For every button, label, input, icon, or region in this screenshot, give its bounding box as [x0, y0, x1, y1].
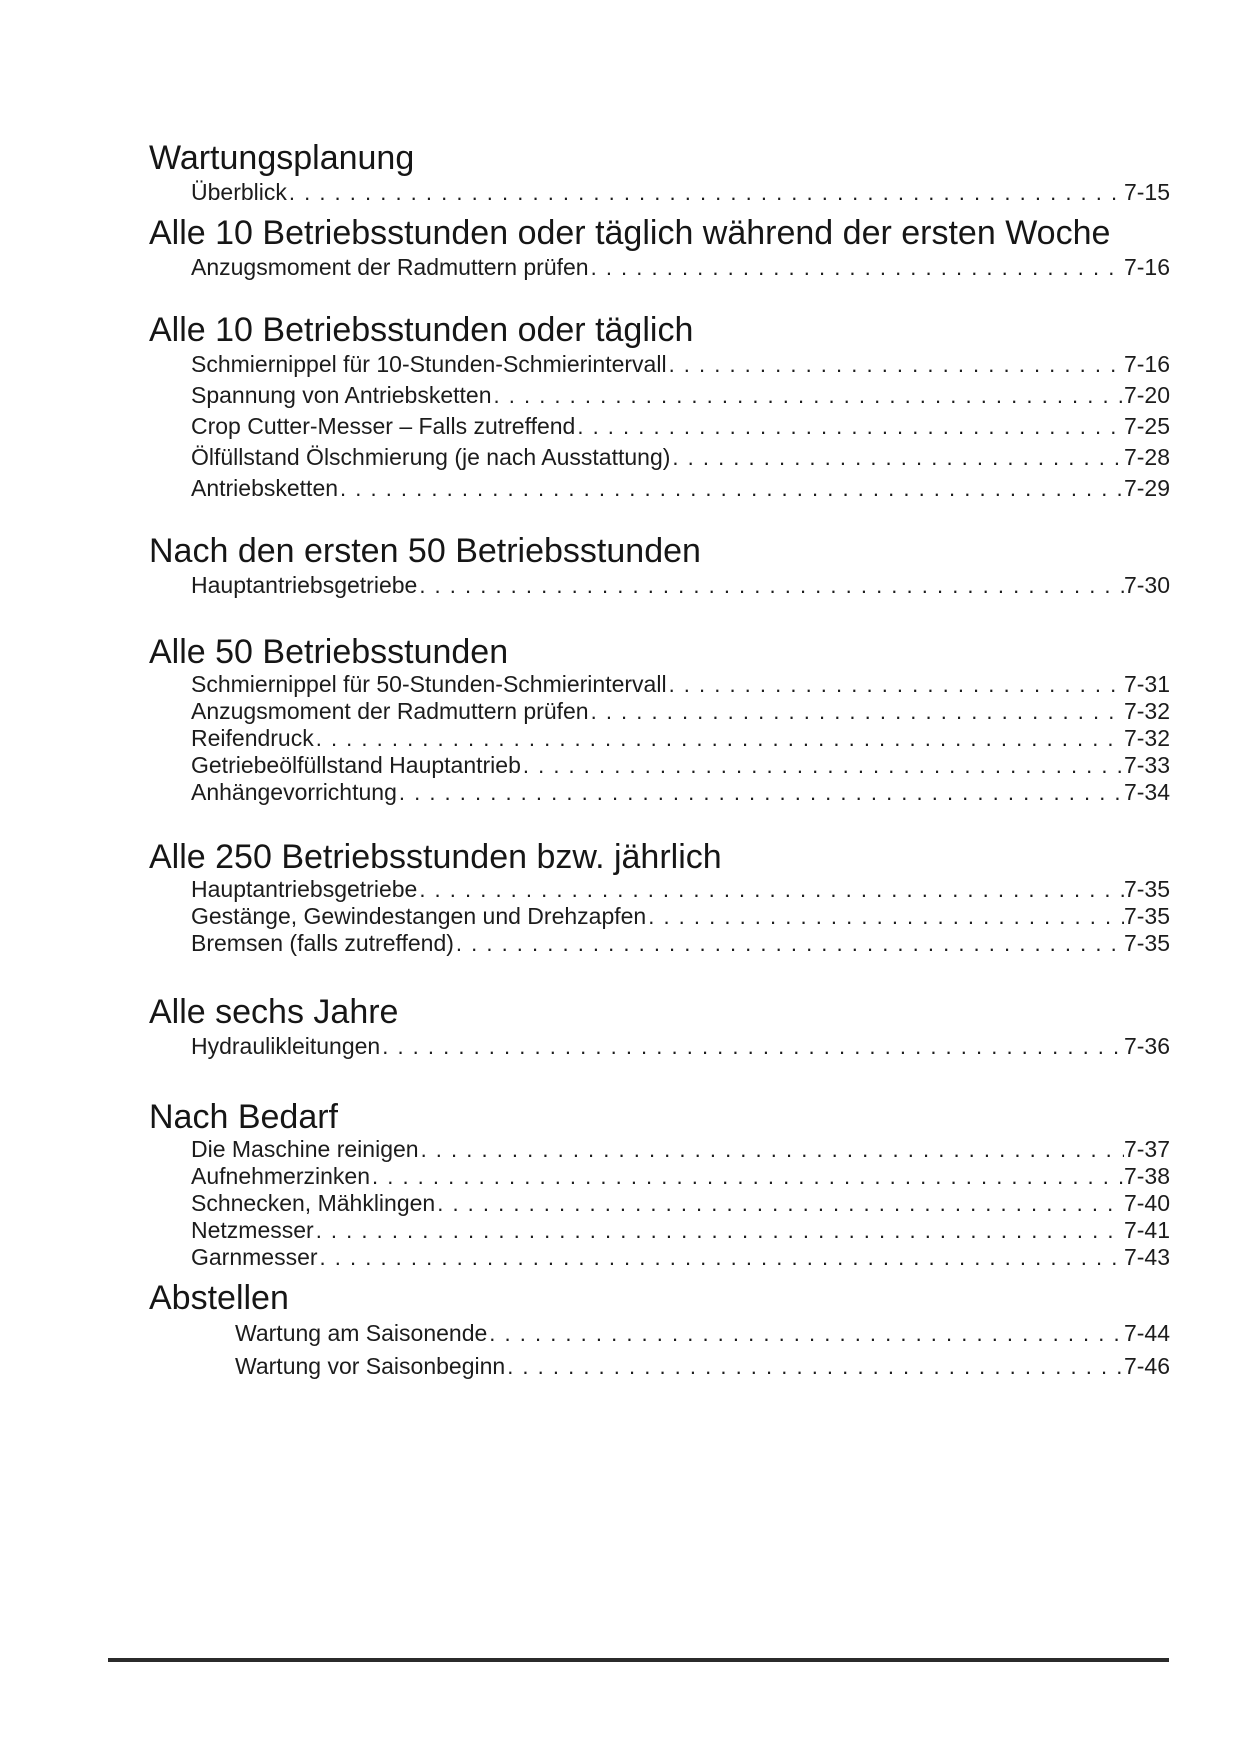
entry-page-number: 7-37	[1123, 1136, 1170, 1162]
entry-page-number: 7-32	[1123, 725, 1170, 751]
entry-page-number: 7-28	[1123, 444, 1170, 470]
dot-leader	[589, 252, 1124, 283]
toc-entry	[149, 1163, 1170, 1190]
toc-section	[149, 311, 1170, 504]
dot-leader	[646, 903, 1124, 930]
entry-page-number: 7-40	[1123, 1190, 1170, 1216]
entry-page-number: 7-31	[1123, 671, 1170, 697]
toc-section	[149, 993, 1170, 1062]
toc-entry	[149, 1136, 1170, 1163]
toc-entry	[149, 1190, 1170, 1217]
entry-page-number: 7-16	[1123, 351, 1170, 377]
dot-leader	[314, 725, 1124, 752]
toc-section	[149, 838, 1170, 957]
entry-label: Netzmesser	[191, 1217, 314, 1243]
section-heading: Nach Bedarf	[149, 1098, 338, 1136]
section-heading: Alle 10 Betriebsstunden oder täglich während der ersten Woche	[149, 214, 1111, 252]
dot-leader	[667, 349, 1124, 380]
dot-leader	[417, 876, 1124, 903]
entry-label: Spannung von Antriebsketten	[191, 382, 492, 408]
entry-page-number: 7-29	[1123, 475, 1170, 501]
toc-section	[149, 139, 1170, 208]
toc-entry	[149, 671, 1170, 698]
toc-entry	[149, 442, 1170, 473]
dot-leader	[667, 671, 1124, 698]
dot-leader	[454, 930, 1124, 957]
dot-leader	[435, 1190, 1124, 1217]
entry-page-number: 7-46	[1123, 1353, 1170, 1379]
entry-label: Crop Cutter-Messer – Falls zutreffend	[191, 413, 576, 439]
dot-leader	[397, 779, 1124, 806]
dot-leader	[287, 177, 1124, 208]
toc-entry	[149, 779, 1170, 806]
dot-leader	[670, 442, 1124, 473]
entry-label: Hauptantriebsgetriebe	[191, 572, 418, 598]
entry-label: Wartung vor Saisonbeginn	[235, 1353, 506, 1379]
dot-leader	[314, 1217, 1124, 1244]
dot-leader	[575, 411, 1124, 442]
dot-leader	[419, 1136, 1124, 1163]
entry-page-number: 7-32	[1123, 698, 1170, 724]
entry-label: Hauptantriebsgetriebe	[191, 876, 418, 902]
footer-rule	[108, 1658, 1169, 1662]
entry-page-number: 7-35	[1123, 930, 1170, 956]
dot-leader	[492, 380, 1124, 411]
section-heading: Alle 250 Betriebsstunden bzw. jährlich	[149, 838, 722, 876]
entry-label: Wartung am Saisonende	[235, 1320, 488, 1346]
toc-section	[149, 1279, 1170, 1383]
entry-page-number: 7-15	[1123, 179, 1170, 205]
entry-label: Garnmesser	[191, 1244, 318, 1270]
toc-entry	[149, 570, 1170, 601]
toc-section	[149, 532, 1170, 601]
entry-label: Getriebeölfüllstand Hauptantrieb	[191, 752, 521, 778]
toc-entry	[149, 725, 1170, 752]
entry-label: Schmiernippel für 50-Stunden-Schmierintervall	[191, 671, 667, 697]
toc-entry	[149, 1350, 1170, 1383]
section-heading: Nach den ersten 50 Betriebsstunden	[149, 532, 701, 570]
entry-page-number: 7-36	[1123, 1033, 1170, 1059]
entry-label: Anzugsmoment der Radmuttern prüfen	[191, 698, 589, 724]
entry-label: Bremsen (falls zutreffend)	[191, 930, 454, 956]
entry-label: Aufnehmerzinken	[191, 1163, 370, 1189]
section-heading: Alle 10 Betriebsstunden oder täglich	[149, 311, 694, 349]
entry-page-number: 7-44	[1123, 1320, 1170, 1346]
dot-leader	[370, 1163, 1124, 1190]
entry-page-number: 7-25	[1123, 413, 1170, 439]
toc-entry	[149, 1244, 1170, 1271]
entry-page-number: 7-16	[1123, 254, 1170, 280]
entry-label: Anzugsmoment der Radmuttern prüfen	[191, 254, 589, 280]
section-heading: Alle sechs Jahre	[149, 993, 399, 1031]
toc-entry	[149, 380, 1170, 411]
dot-leader	[487, 1317, 1124, 1350]
toc-entry	[149, 752, 1170, 779]
toc	[149, 139, 1170, 1383]
toc-entry	[149, 930, 1170, 957]
toc-entry	[149, 1031, 1170, 1062]
section-heading: Wartungsplanung	[149, 139, 415, 177]
toc-section	[149, 633, 1170, 806]
toc-entry	[149, 473, 1170, 504]
entry-label: Hydraulikleitungen	[191, 1033, 381, 1059]
dot-leader	[318, 1244, 1124, 1271]
toc-entry	[149, 1217, 1170, 1244]
entry-page-number: 7-34	[1123, 779, 1170, 805]
entry-page-number: 7-38	[1123, 1163, 1170, 1189]
entry-label: Schmiernippel für 10-Stunden-Schmierintervall	[191, 351, 667, 377]
toc-entry	[149, 349, 1170, 380]
entry-label: Die Maschine reinigen	[191, 1136, 419, 1162]
toc-entry	[149, 177, 1170, 208]
entry-page-number: 7-41	[1123, 1217, 1170, 1243]
entry-label: Schnecken, Mähklingen	[191, 1190, 436, 1216]
toc-entry	[149, 411, 1170, 442]
dot-leader	[338, 473, 1124, 504]
toc-entry	[149, 903, 1170, 930]
entry-label: Ölfüllstand Ölschmierung (je nach Ausstattung)	[191, 444, 671, 470]
toc-entry	[149, 876, 1170, 903]
toc-entry	[149, 1317, 1170, 1350]
entry-label: Anhängevorrichtung	[191, 779, 397, 805]
toc-entry	[149, 698, 1170, 725]
entry-page-number: 7-33	[1123, 752, 1170, 778]
dot-leader	[589, 698, 1124, 725]
entry-page-number: 7-30	[1123, 572, 1170, 598]
section-heading: Abstellen	[149, 1279, 289, 1317]
toc-section	[149, 1098, 1170, 1271]
entry-page-number: 7-20	[1123, 382, 1170, 408]
entry-label: Antriebsketten	[191, 475, 339, 501]
entry-page-number: 7-35	[1123, 876, 1170, 902]
dot-leader	[417, 570, 1124, 601]
entry-page-number: 7-35	[1123, 903, 1170, 929]
entry-page-number: 7-43	[1123, 1244, 1170, 1270]
dot-leader	[380, 1031, 1124, 1062]
toc-section	[149, 214, 1170, 283]
dot-leader	[521, 752, 1124, 779]
dot-leader	[505, 1350, 1124, 1383]
toc-entry	[149, 252, 1170, 283]
section-heading: Alle 50 Betriebsstunden	[149, 633, 509, 671]
entry-label: Gestänge, Gewindestangen und Drehzapfen	[191, 903, 647, 929]
entry-label: Überblick	[191, 179, 287, 205]
entry-label: Reifendruck	[191, 725, 314, 751]
